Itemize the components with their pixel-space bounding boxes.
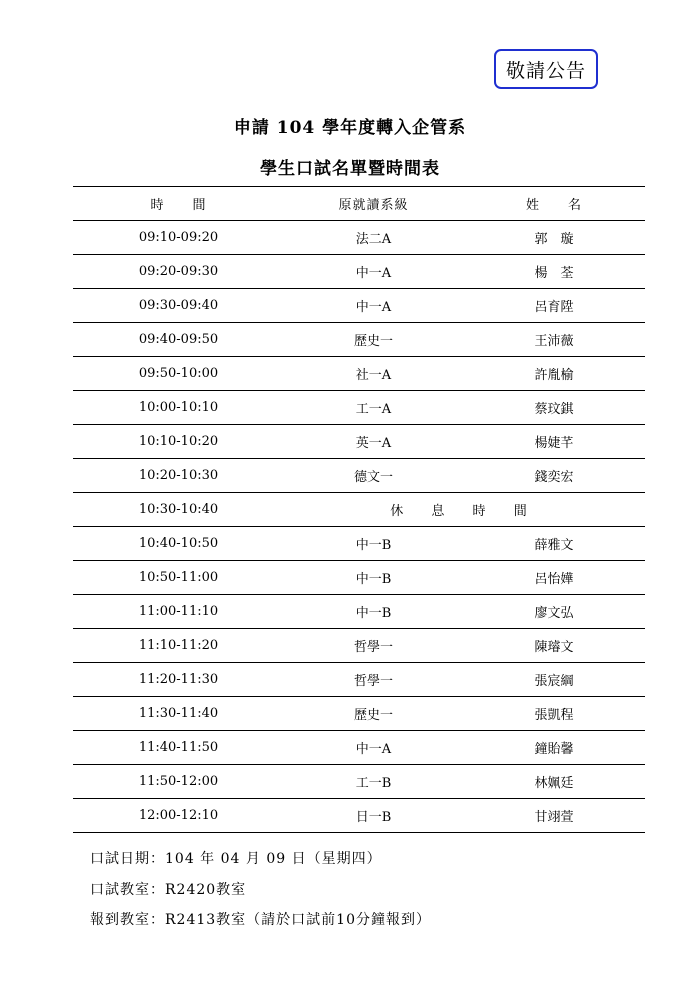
time-cell: 11:40-11:50 [73, 731, 284, 765]
name-cell: 張凱程 [463, 697, 645, 731]
time-cell: 10:00-10:10 [73, 391, 284, 425]
name-cell: 甘翊萱 [463, 799, 645, 833]
name-cell: 鐘貽馨 [463, 731, 645, 765]
time-cell: 11:10-11:20 [73, 629, 284, 663]
dept-cell: 哲學一 [284, 663, 463, 697]
dept-cell: 日一B [284, 799, 463, 833]
interview-date: 口試日期：104 年 04 月 09 日（星期四） [90, 851, 382, 867]
table-row [73, 595, 645, 629]
name-cell: 林姵廷 [463, 765, 645, 799]
page-subtitle: 學生口試名單暨時間表 [260, 159, 440, 179]
dept-cell: 歷史一 [284, 323, 463, 357]
name-cell: 蔡玟錤 [463, 391, 645, 425]
table-header-row [73, 187, 645, 221]
dept-cell: 中一B [284, 595, 463, 629]
table-row [73, 391, 645, 425]
table-row [73, 799, 645, 833]
name-cell: 楊 荃 [463, 255, 645, 289]
column-header-dept: 原就讀系級 [284, 187, 463, 221]
time-cell: 10:20-10:30 [73, 459, 284, 493]
name-cell: 許胤榆 [463, 357, 645, 391]
time-cell: 11:50-12:00 [73, 765, 284, 799]
time-cell: 10:10-10:20 [73, 425, 284, 459]
checkin-room: 報到教室：R2413教室（請於口試前10分鐘報到） [90, 912, 431, 928]
name-cell: 廖文弘 [463, 595, 645, 629]
time-cell: 10:30-10:40 [73, 493, 284, 527]
name-cell: 呂育陞 [463, 289, 645, 323]
interview-schedule-table [73, 186, 645, 833]
name-cell: 楊婕芊 [463, 425, 645, 459]
table-row [73, 255, 645, 289]
dept-cell: 法二A [284, 221, 463, 255]
name-cell: 郭 璇 [463, 221, 645, 255]
table-row [73, 731, 645, 765]
column-header-name: 姓 名 [463, 187, 645, 221]
dept-cell: 德文一 [284, 459, 463, 493]
time-cell: 09:30-09:40 [73, 289, 284, 323]
table-row [73, 289, 645, 323]
time-cell: 10:40-10:50 [73, 527, 284, 561]
dept-cell: 工一B [284, 765, 463, 799]
column-header-time: 時 間 [73, 187, 284, 221]
interview-room: 口試教室：R2420教室 [90, 882, 247, 898]
table-row [73, 561, 645, 595]
dept-cell: 中一A [284, 289, 463, 323]
table-row [73, 459, 645, 493]
time-cell: 11:20-11:30 [73, 663, 284, 697]
time-cell: 09:10-09:20 [73, 221, 284, 255]
table-row [73, 323, 645, 357]
name-cell: 張宸綱 [463, 663, 645, 697]
table-row [73, 697, 645, 731]
table-row [73, 357, 645, 391]
table-row [73, 629, 645, 663]
name-cell: 錢奕宏 [463, 459, 645, 493]
time-cell: 11:00-11:10 [73, 595, 284, 629]
dept-cell: 中一B [284, 561, 463, 595]
table-row [73, 425, 645, 459]
dept-cell: 工一A [284, 391, 463, 425]
time-cell: 11:30-11:40 [73, 697, 284, 731]
name-cell: 陳璿文 [463, 629, 645, 663]
dept-cell: 社一A [284, 357, 463, 391]
time-cell: 09:40-09:50 [73, 323, 284, 357]
dept-cell: 哲學一 [284, 629, 463, 663]
table-row [73, 527, 645, 561]
table-row [73, 765, 645, 799]
notice-badge: 敬請公告 [494, 49, 598, 89]
name-cell: 薛雅文 [463, 527, 645, 561]
dept-cell: 中一B [284, 527, 463, 561]
dept-cell: 中一A [284, 731, 463, 765]
dept-cell: 中一A [284, 255, 463, 289]
dept-cell: 歷史一 [284, 697, 463, 731]
table-row [73, 663, 645, 697]
page-title: 申請 104 學年度轉入企管系 [233, 118, 467, 138]
name-cell: 王沛薇 [463, 323, 645, 357]
break-cell: 休 息 時 間 [284, 493, 645, 527]
time-cell: 10:50-11:00 [73, 561, 284, 595]
time-cell: 12:00-12:10 [73, 799, 284, 833]
break-row [73, 493, 645, 527]
name-cell: 呂怡嬅 [463, 561, 645, 595]
dept-cell: 英一A [284, 425, 463, 459]
time-cell: 09:20-09:30 [73, 255, 284, 289]
table-row [73, 221, 645, 255]
time-cell: 09:50-10:00 [73, 357, 284, 391]
